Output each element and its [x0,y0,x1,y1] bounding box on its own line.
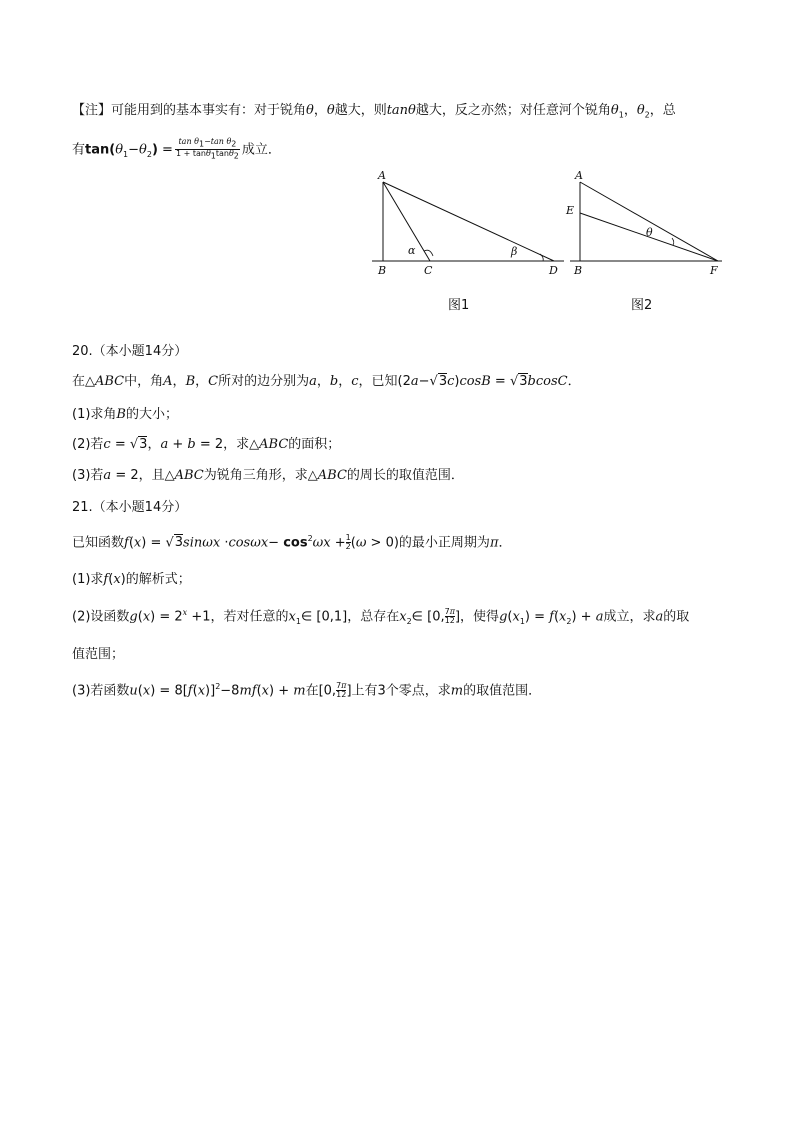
q21-part-1: (1)求f(x)的解析式； [72,572,191,587]
q21-part-3: (3)若函数$u(x) = 8[f(x)]^2-8mf(x) + m$在[0, $\frac{7\pi}{12}$]上有3个零点，求m的取值范围． [72,681,542,700]
note-text: 【注】可能用到的基本事实有：对于锐角 [72,103,307,118]
fig2-label-theta: θ [646,226,653,239]
math-tantheta: tanθ [386,103,416,118]
q20-stem: 在△ABC中，角A，B，C所对的边分别为a，b，c，已知(2a−√3c)cosB = √3bcosC． [72,374,581,389]
fig2-label-a: A [575,169,583,182]
figure-1 [368,166,568,281]
q20-part-1: (1)求角B的大小； [72,407,178,422]
figure-1-caption: 图1 [448,298,470,313]
fig2-side-af [580,182,718,261]
q20-part-2: (2)若c = √3，a + b = 2，求△ABC的面积； [72,437,341,452]
fig2-angle-theta-arc [672,238,674,245]
q21-stem: 已知函数$f(x) = √3\sin\omega x \cdot\cos\omega x- \cos^2\omega x$ + $\frac{1}{2}(\omega > 0)$的最小正周期为π． [72,533,512,552]
math-theta: θ [306,103,314,118]
q21-part-2-cont: 值范围； [72,647,125,662]
fig1-label-beta: β [511,245,518,258]
figure-2-caption: 图2 [631,298,653,313]
note-line-2: 有$\tan(\theta_1-\theta_2)$ = $\frac{\tan \theta_1-\tan \theta_2}{1 + \tan\theta_1\tan\theta_2}$ 成立． [72,137,281,161]
fig1-label-a: A [378,169,386,182]
fig1-label-b: B [378,264,387,277]
note-line-1: 【注】可能用到的基本事实有：对于锐角θ，θ越大，则tanθ越大，反之亦然；对任意河个锐角$\theta_1$，$\theta_2$，总 [72,103,676,120]
fig1-label-d: D [549,264,558,277]
fig1-side-ac [383,182,430,261]
math-fraction: $\frac{\tan \theta_1-\tan \theta_2}{1 + \tan\theta_1\tan\theta_2}$ [175,137,239,161]
q21-header: 21.（本小题14分） [72,500,188,515]
math-tan-formula: tan( [85,142,116,158]
fig2-label-b: B [574,264,583,277]
q20-part-3: (3)若a = 2，且△ABC为锐角三角形，求△ABC的周长的取值范围． [72,468,464,483]
q20-header: 20.（本小题14分） [72,344,188,359]
fig2-label-e: E [566,204,575,217]
figure-2 [562,166,727,281]
q21-part-2: (2)设函数$g(x) = 2^x +1$，若对任意的$x_1\in$ [0,1]，总存在$x_2\in$ [0, $\frac{7\pi}{12}$]，使得$g(x_1) = f(x_2) + a$成立，求a的取 [72,607,690,626]
fig2-label-f: F [710,264,718,277]
fig1-label-c: C [424,264,433,277]
fig1-label-alpha: α [408,244,416,257]
